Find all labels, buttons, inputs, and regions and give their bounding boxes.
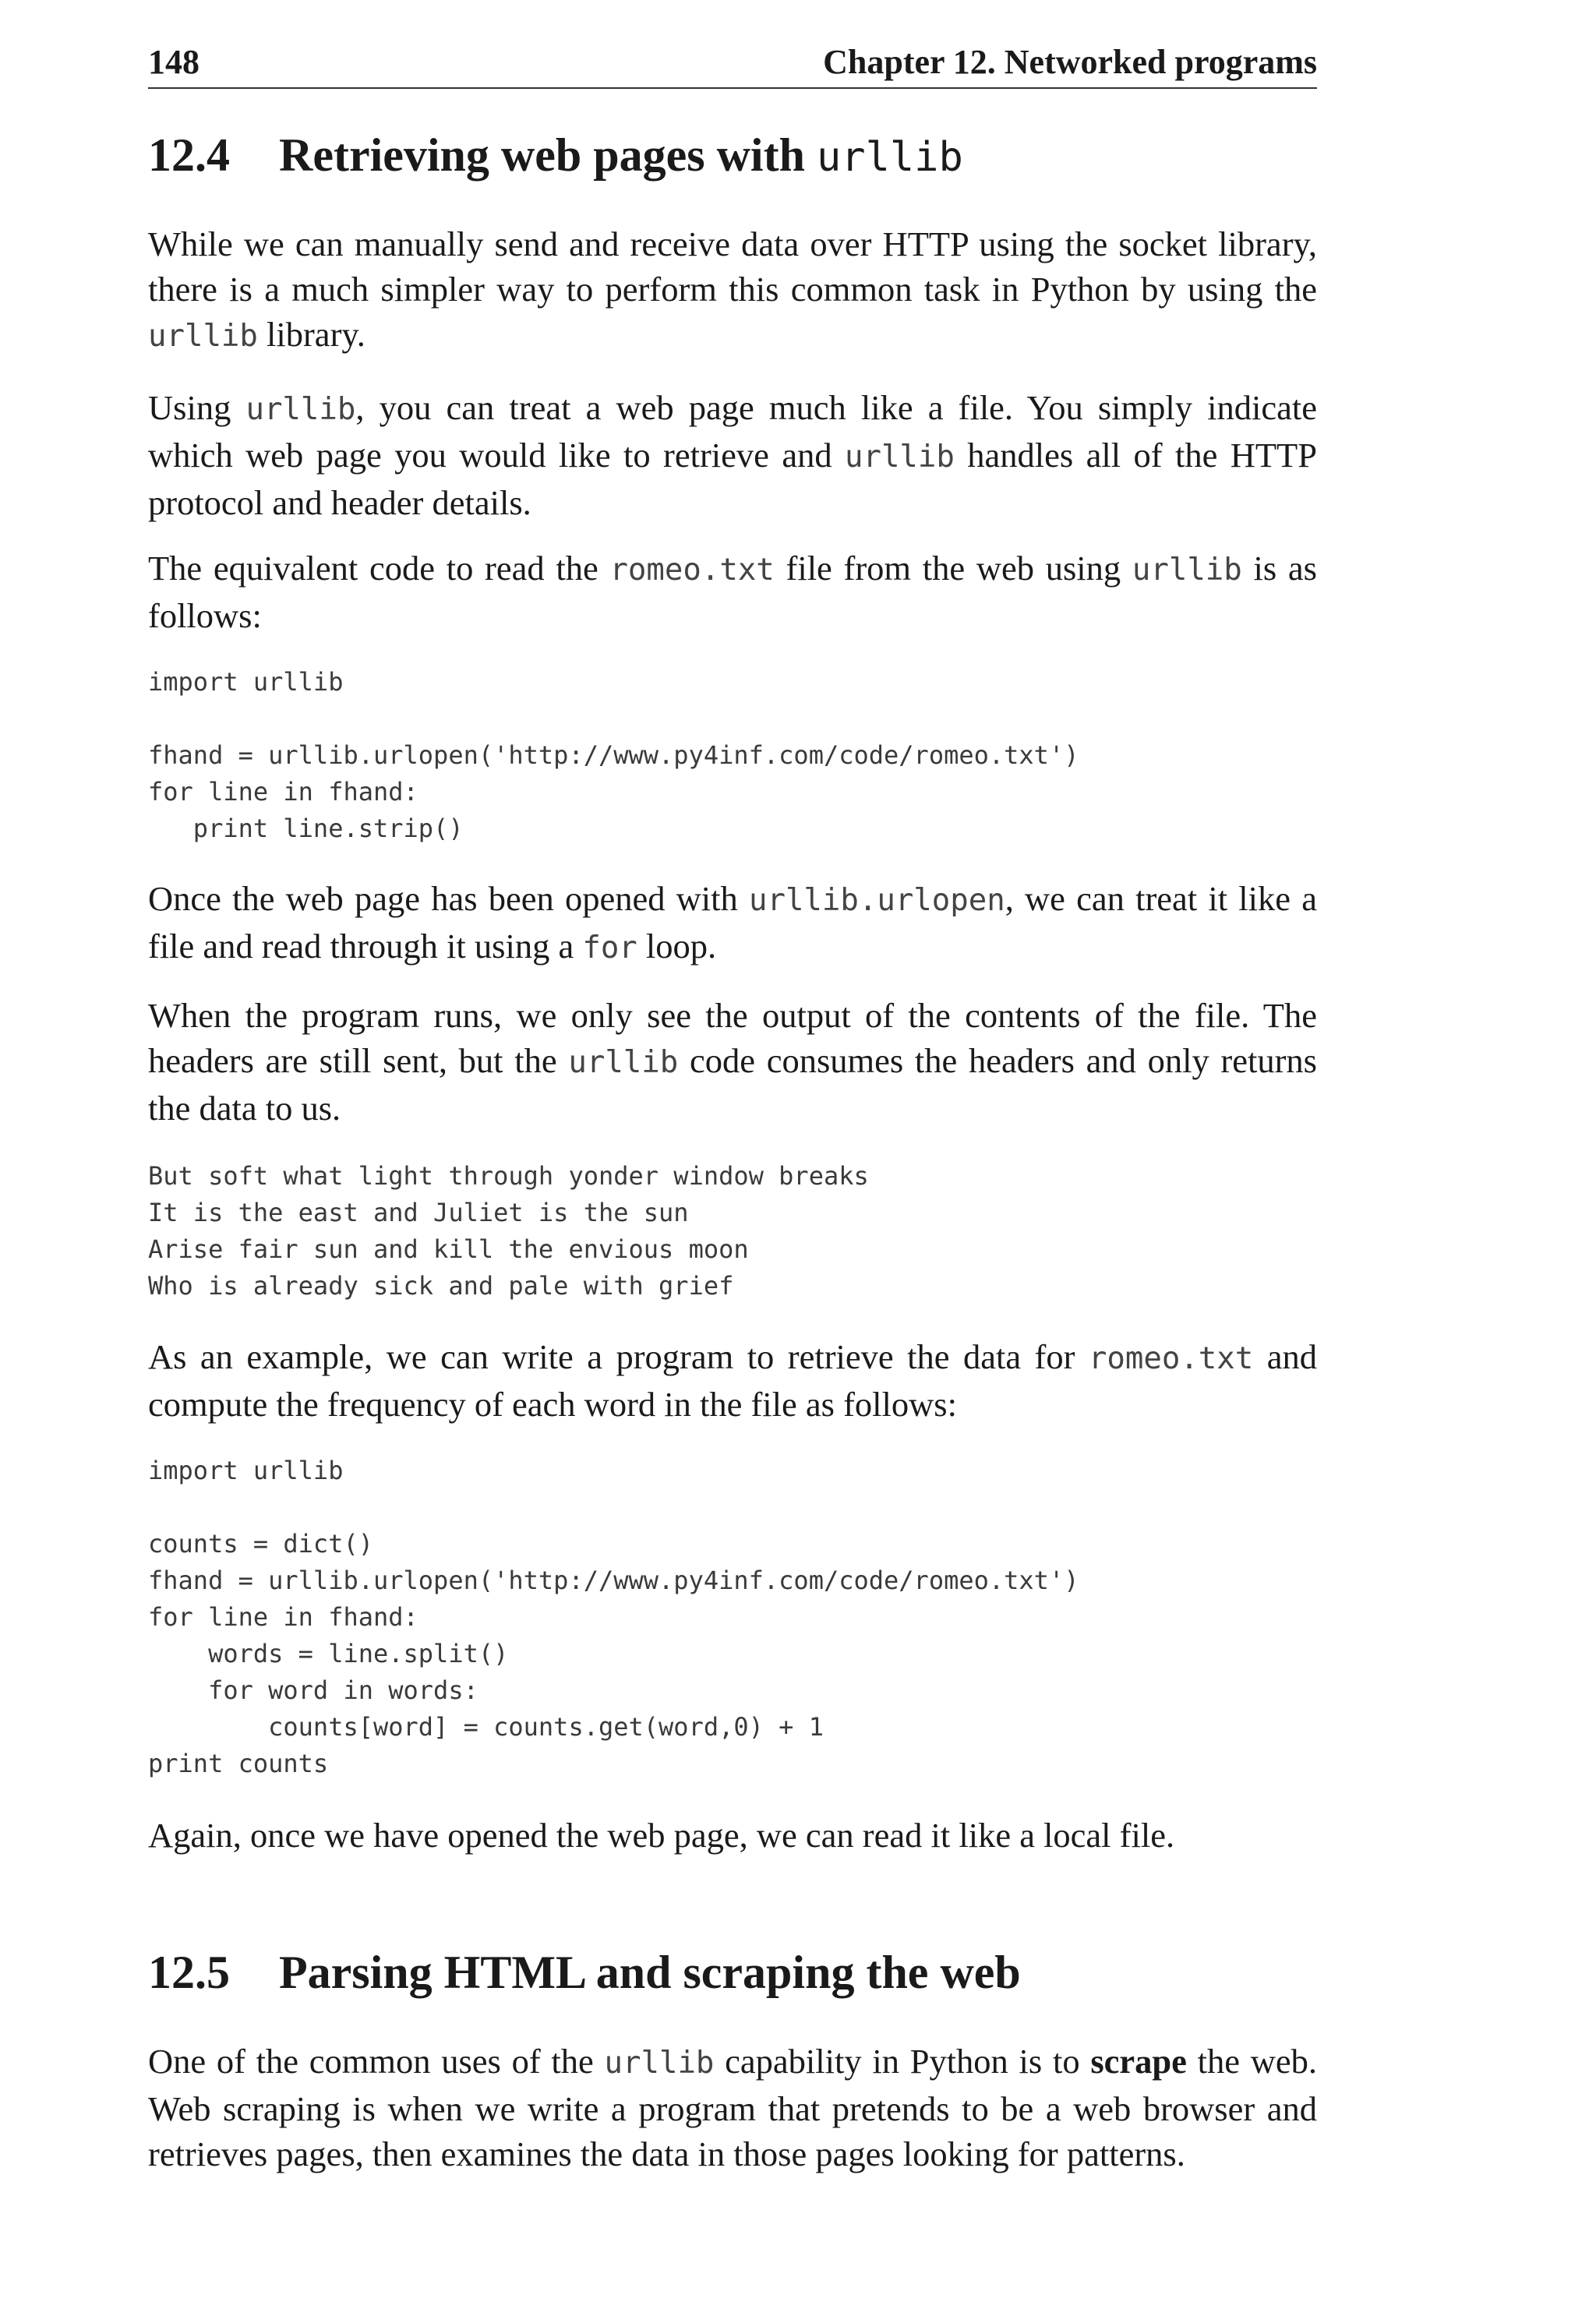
running-header xyxy=(148,42,1317,89)
section-title-code: urllib xyxy=(816,134,963,181)
text-run: Once the web page has been opened with xyxy=(148,879,749,918)
text-run: While we can manually send and receive data over HTTP using the socket library, there is a much simpler way to perform this common task in Python by using the xyxy=(148,224,1317,309)
inline-code: romeo.txt xyxy=(1088,1341,1254,1376)
text-run: , you can treat a web page much like a file. You simply indicate which web page you would like to retrieve and xyxy=(148,388,1317,475)
text-run: code consumes the headers and only returns the data to us. xyxy=(148,1041,1317,1128)
inline-code: urllib xyxy=(568,1045,679,1080)
inline-code: urllib xyxy=(245,392,356,427)
code-listing-1 xyxy=(148,664,1317,847)
paragraph-5 xyxy=(148,993,1317,1131)
text-run: Again, once we have opened the web page, we can read it like a local file. xyxy=(148,1816,1175,1855)
inline-code: urllib xyxy=(1132,553,1242,588)
code-listing-2 xyxy=(148,1453,1317,1782)
code-block: import urllib fhand = urllib.urlopen('http://www.py4inf.com/code/romeo.txt') for line in fhand: print line.strip() xyxy=(148,667,1079,843)
output-block: But soft what light through yonder window breaks It is the east and Juliet is the sun Arise fair sun and kill the envious moon Who is already sick and pale with grief xyxy=(148,1161,869,1301)
text-run: and compute the frequency of each word in the file as follows: xyxy=(148,1337,1317,1424)
paragraph-1 xyxy=(148,221,1317,359)
paragraph-2 xyxy=(148,385,1317,525)
text-run: , we can treat it like a file and read through it using a xyxy=(148,879,1317,966)
paragraph-7 xyxy=(148,1813,1317,1858)
paragraph-8 xyxy=(148,2039,1317,2177)
paragraph-3 xyxy=(148,545,1317,638)
text-run: When the program runs, we only see the output of the contents of the file. The headers are still sent, but the xyxy=(148,996,1317,1080)
text-run: As an example, we can write a program to retrieve the data for xyxy=(148,1337,1089,1376)
text-run: file from the web using xyxy=(774,549,1132,588)
paragraph-6 xyxy=(148,1334,1317,1427)
program-output xyxy=(148,1158,1317,1305)
paragraph-4 xyxy=(148,876,1317,971)
text-run: Using xyxy=(148,388,246,427)
text-run: is as follows: xyxy=(148,549,1317,635)
section-number: 12.4 xyxy=(148,129,230,181)
inline-code: urllib xyxy=(844,440,955,475)
text-run: loop. xyxy=(637,927,717,966)
text-run: The equivalent code to read the xyxy=(148,549,610,588)
section-title: Parsing HTML and scraping the web xyxy=(279,1947,1021,1998)
text-run: capability in Python is to xyxy=(714,2042,1091,2081)
bold-term: scrape xyxy=(1090,2042,1187,2081)
inline-code: romeo.txt xyxy=(609,553,775,588)
text-run: handles all of the HTTP protocol and header details. xyxy=(148,436,1317,522)
code-block: import urllib counts = dict() fhand = urllib.urlopen('http://www.py4inf.com/code/romeo.txt') for line in fhand: words = line.split() for word in words: counts[word] = counts.get(word,0) + 1 print counts xyxy=(148,1456,1079,1778)
text-run: One of the common uses of the xyxy=(148,2042,605,2081)
section-12-4-heading xyxy=(148,129,1317,181)
text-run: the web. Web scraping is when we write a program that pretends to be a web browser and retrieves pages, then examines the data in those pages looking for patterns. xyxy=(148,2042,1318,2173)
inline-code: urllib xyxy=(148,319,258,354)
section-number: 12.5 xyxy=(148,1947,230,1998)
page-number: 148 xyxy=(148,43,200,81)
inline-code: urllib xyxy=(604,2046,715,2081)
inline-code: for xyxy=(582,930,637,966)
section-12-5-heading xyxy=(148,1947,1317,1998)
inline-code: urllib.urlopen xyxy=(748,883,1005,918)
text-run: library. xyxy=(257,315,365,354)
section-title: Retrieving web pages with xyxy=(279,129,805,181)
chapter-title: Chapter 12. Networked programs xyxy=(823,43,1317,81)
